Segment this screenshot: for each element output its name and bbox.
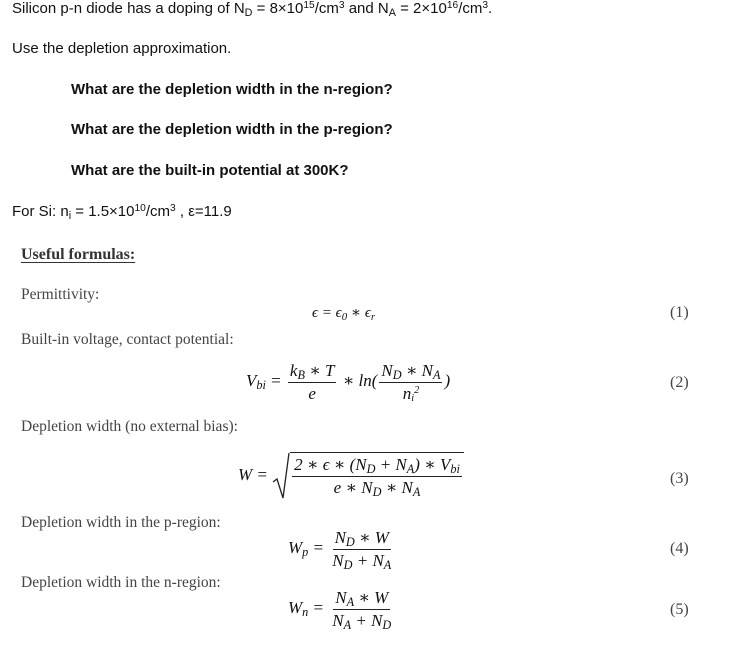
formulas-heading: Useful formulas: (21, 246, 136, 263)
question-p-region: What are the depletion width in the p-region? (71, 121, 393, 138)
approximation-note: Use the depletion approximation. (12, 40, 232, 57)
question-n-region: What are the depletion width in the n-region? (71, 81, 393, 98)
equation-number-3: (3) (670, 470, 689, 487)
formula-label-p-region: Depletion width in the p-region: (21, 514, 221, 531)
equation-depletion-width: W = $\frac{2 ∗ \epsilon ∗ (N_D + N_A) ∗ V_{bi}}{e ∗ N_D ∗ N_A}$ (238, 452, 464, 500)
silicon-constants: For Si: $n_i = 1.5\times 10^{10}/cm^3$ , ε=11.9 (12, 202, 232, 223)
formula-label-n-region: Depletion width in the n-region: (21, 574, 221, 591)
equation-number-2: (2) (670, 374, 689, 391)
formula-label-depletion-width: Depletion width (no external bias): (21, 418, 238, 435)
equation-built-in-voltage: $V_{bi}$ = $\frac{k_B ∗ T}{e}$ ∗ ln( $\frac{N_D ∗ N_A}{ni^2}$ ) (246, 361, 451, 405)
square-root: $\frac{2 ∗ \epsilon ∗ (N_D + N_A) ∗ V_{bi}}{e ∗ N_D ∗ N_A}$ (272, 452, 464, 500)
equation-n-region-width: $W_n$ = $\frac{N_A ∗ W}{N_A + N_D}$ (288, 588, 392, 632)
equation-p-region-width: $W_p$ = $\frac{N_D ∗ W}{N_D + N_A}$ (288, 528, 392, 572)
equation-number-1: (1) (670, 304, 689, 321)
question-built-in-potential: What are the built-in potential at 300K? (71, 162, 349, 179)
formula-label-built-in-voltage: Built-in voltage, contact potential: (21, 331, 234, 348)
equation-number-5: (5) (670, 601, 689, 618)
equation-number-4: (4) (670, 540, 689, 557)
formula-label-permittivity: Permittivity: (21, 286, 100, 303)
problem-statement: Silicon p-n diode has a doping of $N_D = 8\times 10^{15}/cm^3$ and $N_A = 2\times 10^{16}/cm^3$. (12, 0, 493, 20)
square-root-icon (272, 452, 290, 500)
equation-permittivity: $\epsilon = \epsilon_0$ ∗ $\epsilon_r$ (312, 305, 376, 324)
